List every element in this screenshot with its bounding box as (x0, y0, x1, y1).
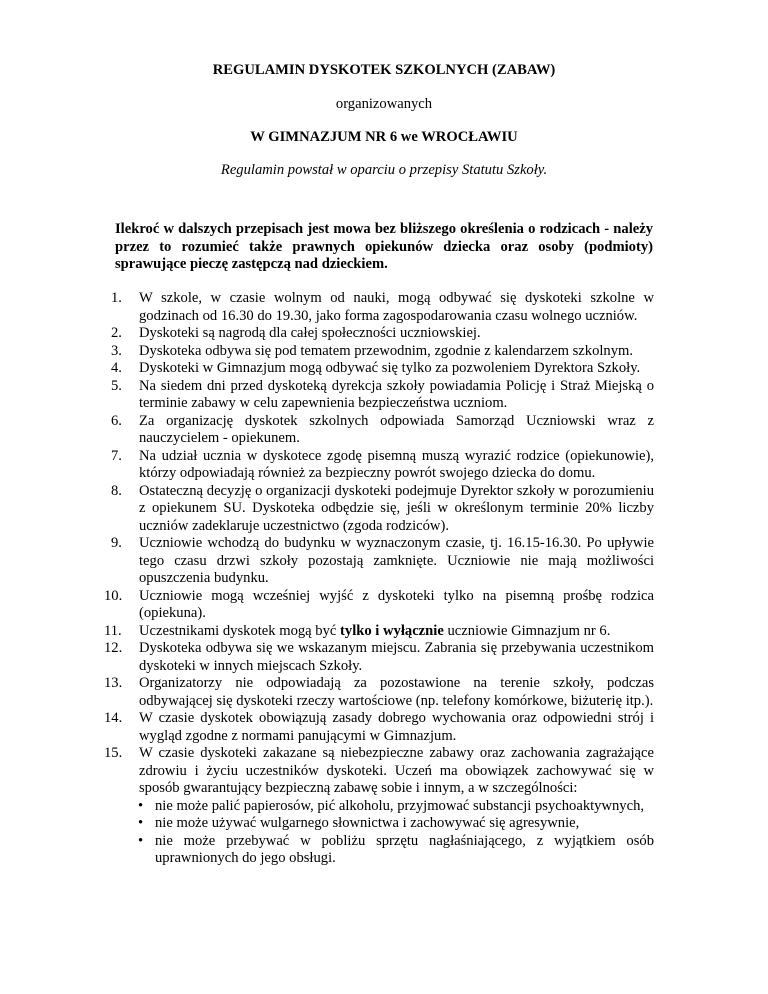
rule-text: W czasie dyskoteki zakazane są niebezpieczne zabawy oraz zachowania zagrażające zdrowiu i życiu uczestników dyskoteki. Uczeń ma obowiązek zachowywać się w sposób gwarantujący bezpieczną zabawę sobie i innym, a w szczególności: (139, 745, 654, 796)
rule-text-before: Uczestnikami dyskotek mogą być (139, 622, 341, 639)
rule-item (0, 535, 654, 588)
rule-item (0, 588, 654, 623)
bullet-icon: • (138, 832, 144, 849)
rule-number: 5. (111, 377, 122, 394)
rule-text-emphasis: tylko i wyłącznie (340, 622, 444, 639)
rule-number: 14. (104, 710, 123, 726)
rule-text: Na udział ucznia w dyskotece zgodę pisemną muszą wyrazić rodzice (opiekunowie), którzy odpowiadają również za bezpieczny powrót swojego dziecka do domu. (139, 447, 654, 481)
rules-list (0, 290, 654, 868)
sublist-item (139, 833, 654, 868)
sublist-item-text: nie może przebywać w pobliżu sprzętu nagłaśniającego, z wyjątkiem osób uprawnionych do jego obsługi. (155, 832, 654, 866)
rule-sublist (139, 798, 654, 868)
rule-number: 3. (111, 342, 122, 359)
rule-item (0, 623, 654, 641)
rule-number: 8. (111, 482, 122, 499)
document-title-organizer-label: organizowanych (335, 96, 433, 112)
rule-number: 12. (104, 640, 123, 656)
rule-text: Dyskoteki w Gimnazjum mogą odbywać się tylko za pozwoleniem Dyrektora Szkoły. (139, 360, 641, 376)
rule-number: 10. (104, 587, 123, 604)
sublist-item (139, 798, 654, 816)
document-title: REGULAMIN DYSKOTEK SZKOLNYCH (ZABAW) (212, 62, 556, 78)
rule-item (0, 325, 654, 343)
rule-number: 1. (111, 290, 122, 306)
sublist-item (139, 815, 654, 833)
rule-item (0, 448, 654, 483)
rule-item (0, 343, 654, 361)
rule-item (0, 745, 654, 868)
rule-item (0, 640, 654, 675)
bullet-icon: • (138, 797, 144, 814)
document-subtitle: Regulamin powstał w oparciu o przepisy Statutu Szkoły. (220, 162, 548, 178)
intro-paragraph: Ilekroć w dalszych przepisach jest mowa bez bliższego określenia o rodzicach - należy przez to rozumieć także prawnych opiekunów dziecka oraz osoby (podmioty) sprawujące pieczę zastępczą nad dzieckiem. (115, 221, 653, 272)
rule-item (0, 413, 654, 448)
rule-text: Uczniowie mogą wcześniej wyjść z dyskoteki tylko na pisemną prośbę rodzica (opiekuna). (139, 587, 654, 621)
rule-item (0, 675, 654, 710)
rule-number: 6. (111, 412, 122, 429)
rule-number: 13. (104, 675, 123, 691)
bullet-icon: • (138, 815, 144, 831)
rule-item (0, 290, 654, 325)
rule-text: Dyskoteka odbywa się we wskazanym miejscu. Zabrania się przebywania uczestnikom dyskoteki w innych miejscach Szkoły. (139, 640, 654, 674)
rule-text: Ostateczną decyzję o organizacji dyskoteki podejmuje Dyrektor szkoły w porozumieniu z opiekunem SU. Dyskoteka odbędzie się, jeśli w określonym terminie 20% liczby uczniów zadeklaruje uczestnictwo (zgoda rodziców). (139, 482, 654, 534)
rule-number: 11. (104, 622, 122, 639)
rule-number: 4. (111, 360, 122, 376)
rule-number: 2. (111, 325, 122, 341)
rule-item (0, 710, 654, 745)
rule-text: Dyskoteki są nagrodą dla całej społeczności uczniowskiej. (139, 325, 481, 341)
rule-text: W szkole, w czasie wolnym od nauki, mogą odbywać się dyskoteki szkolne w godzinach od 16.30 do 19.30, jako forma zagospodarowania czasu wolnego uczniów. (139, 290, 654, 324)
rule-item (0, 378, 654, 413)
rule-number: 9. (111, 535, 122, 551)
rule-item (0, 360, 654, 378)
sublist-item-text: nie może używać wulgarnego słownictwa i zachowywać się agresywnie, (155, 815, 580, 831)
rule-text: Uczniowie wchodzą do budynku w wyznaczonym czasie, tj. 16.15-16.30. Po upływie tego czasu drzwi szkoły pozostają zamknięte. Uczniowie nie mają możliwości opuszczenia budynku. (139, 535, 654, 586)
rule-text: Organizatorzy nie odpowiadają za pozostawione na terenie szkoły, podczas odbywającej się dyskoteki rzeczy wartościowe (np. telefony komórkowe, biżuterię itp.). (139, 675, 654, 709)
rule-number: 7. (111, 447, 122, 464)
rule-text: W czasie dyskotek obowiązują zasady dobrego wychowania oraz odpowiedni strój i wygląd zgodne z normami panującymi w Gimnazjum. (139, 710, 654, 744)
rule-text: Dyskoteka odbywa się pod tematem przewodnim, zgodnie z kalendarzem szkolnym. (139, 342, 634, 359)
document-title-school: W GIMNAZJUM NR 6 we WROCŁAWIU (250, 129, 518, 145)
rule-text: Za organizację dyskotek szkolnych odpowiada Samorząd Uczniowski wraz z nauczycielem - opiekunem. (139, 412, 654, 446)
rule-item (0, 483, 654, 536)
rule-text-after: uczniowie Gimnazjum nr 6. (443, 622, 611, 639)
rule-number: 15. (104, 745, 123, 761)
rule-text: Na siedem dni przed dyskoteką dyrekcja szkoły powiadamia Policję i Straż Miejską o terminie zabawy w celu zapewnienia bezpieczeństwa uczniom. (139, 377, 654, 411)
sublist-item-text: nie może palić papierosów, pić alkoholu, przyjmować substancji psychoaktywnych, (155, 797, 645, 814)
